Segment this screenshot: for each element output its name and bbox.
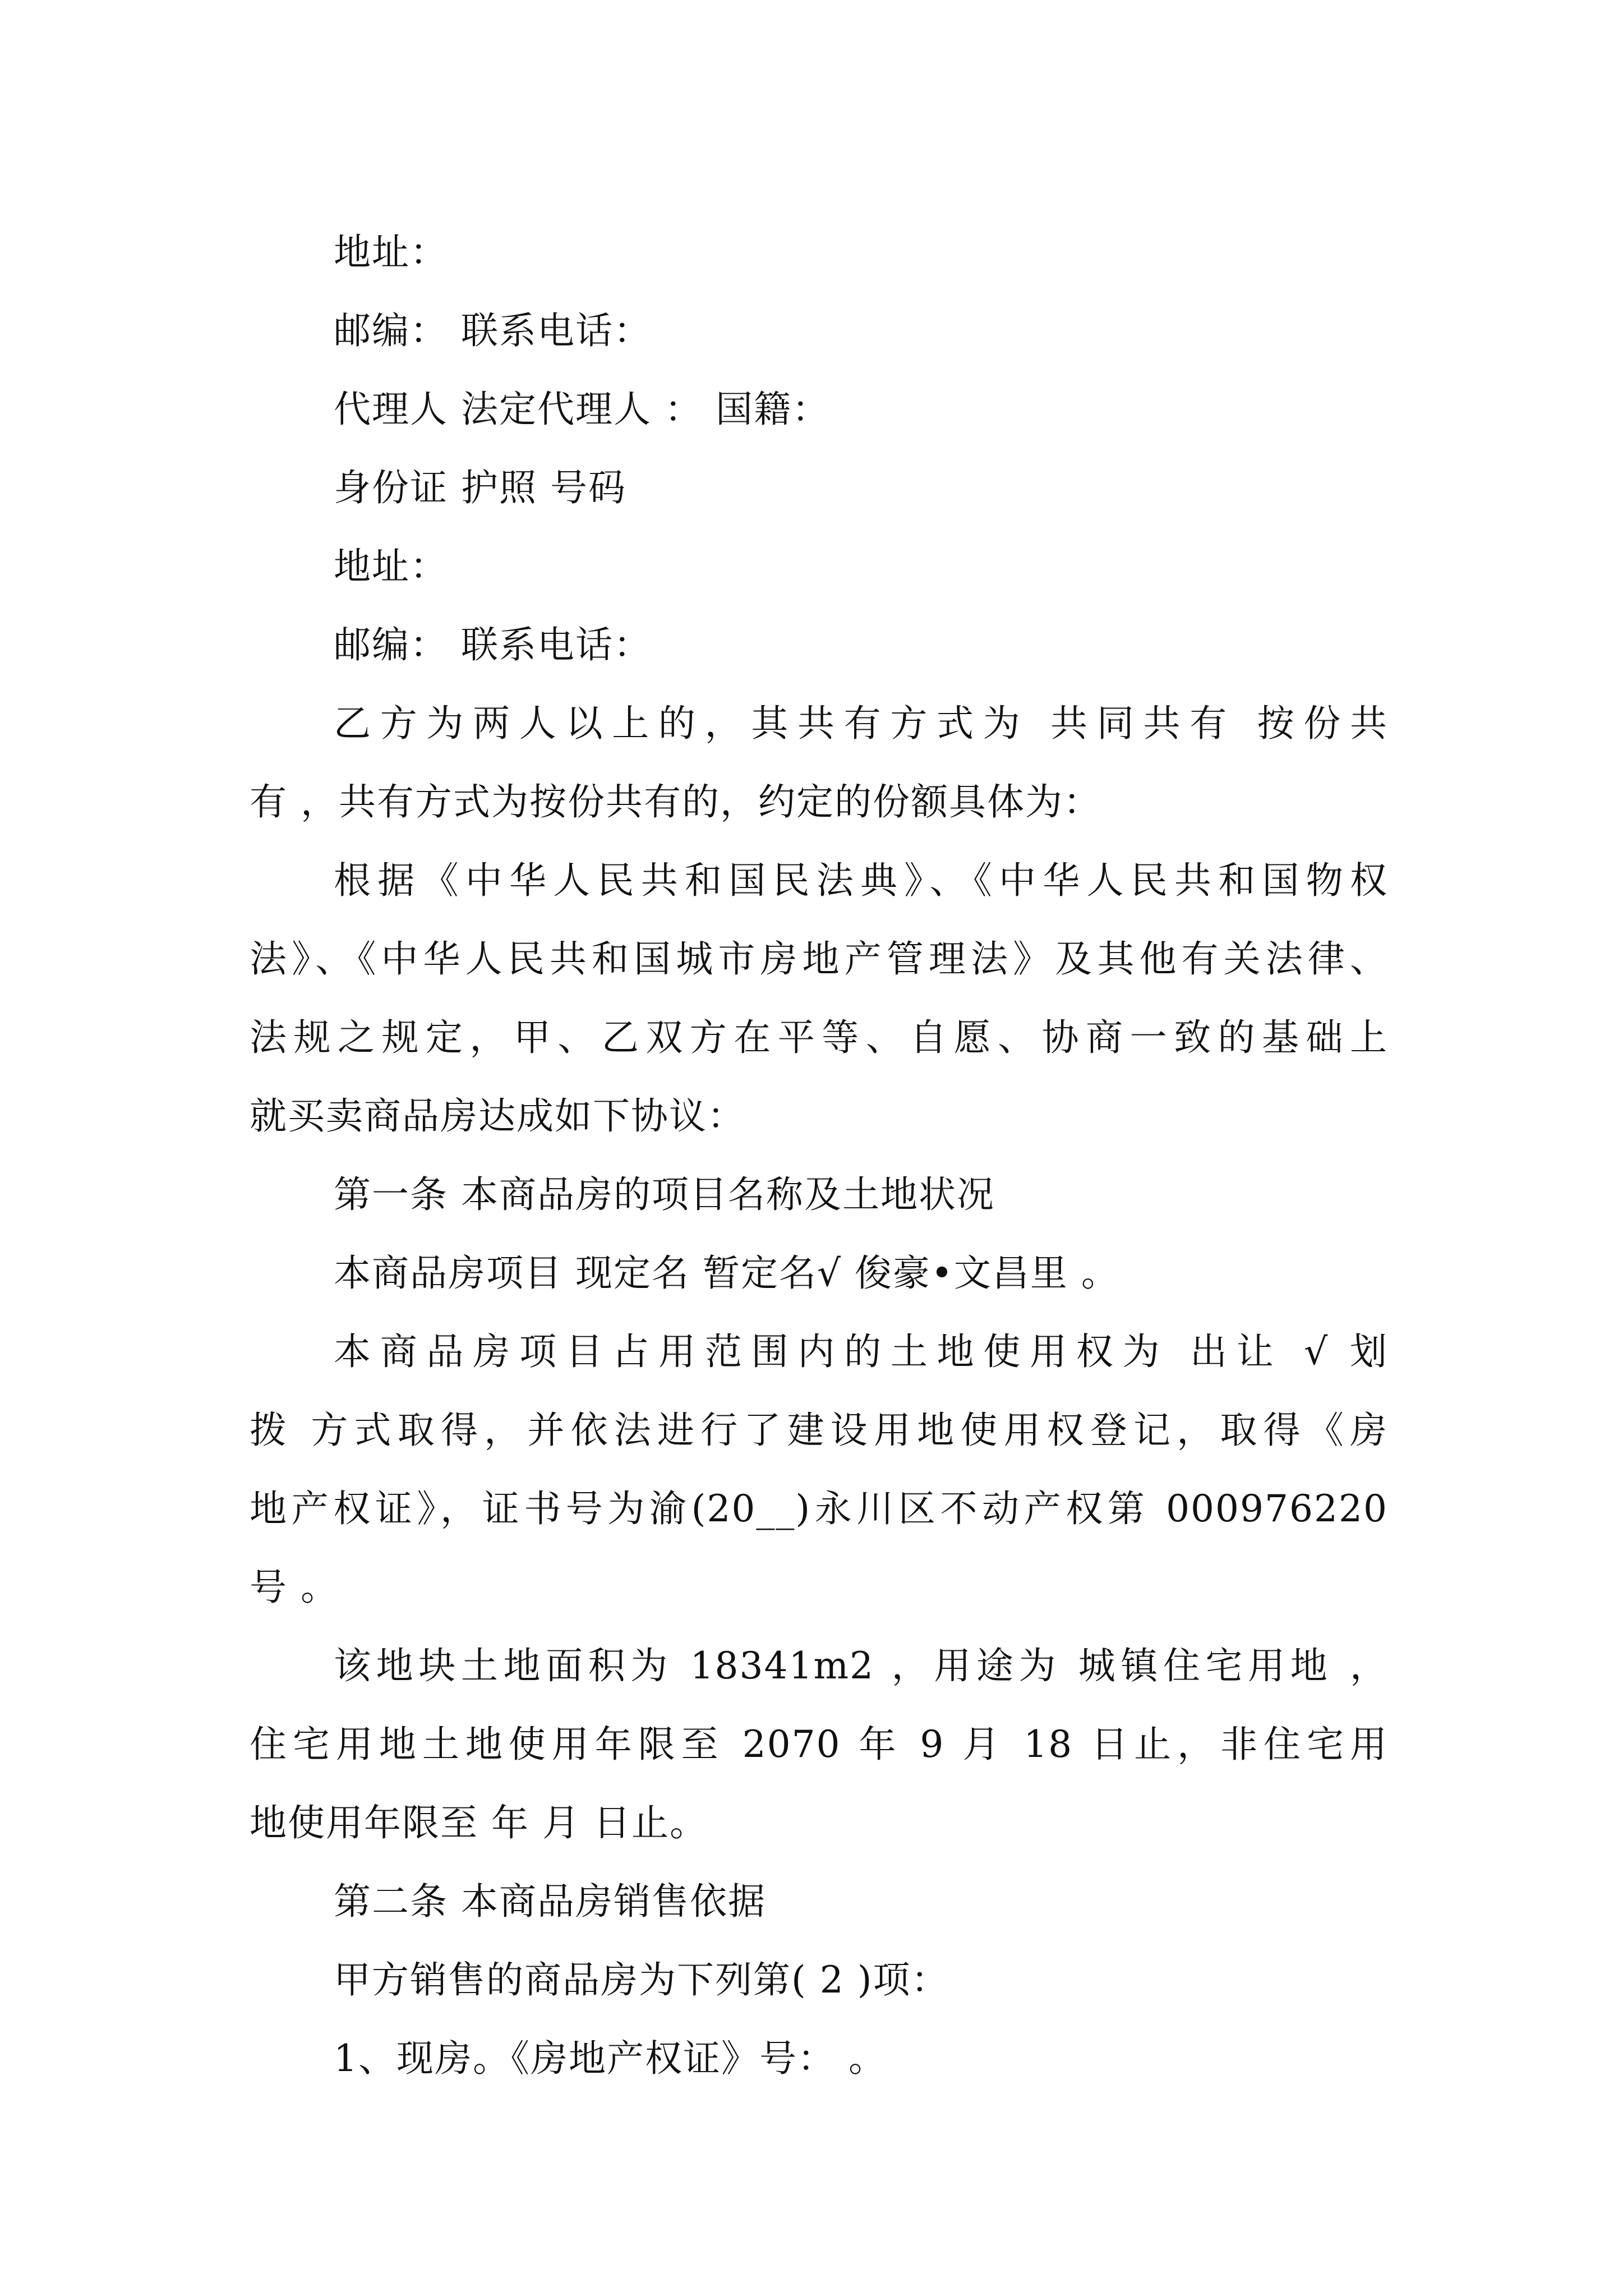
land-use-right-paragraph-line-4: 号 。 bbox=[250, 1566, 339, 1609]
co-ownership-paragraph-line-1: 乙方为两人以上的，其共有方式为 共同共有 按份共 bbox=[334, 702, 1388, 745]
sales-basis-line: 甲方销售的商品房为下列第( 2 )项： bbox=[334, 1958, 949, 2001]
article-1-heading: 第一条 本商品房的项目名称及土地状况 bbox=[334, 1173, 995, 1216]
postcode-phone-line: 邮编： 联系电话： bbox=[334, 309, 652, 352]
legal-basis-paragraph-line-4: 就买卖商品房达成如下协议： bbox=[250, 1094, 745, 1138]
agent-postcode-phone-line: 邮编： 联系电话： bbox=[334, 623, 652, 666]
land-area-paragraph-line-1: 该地块土地面积为 18341m2 ，用途为 城镇住宅用地 ， bbox=[334, 1644, 1388, 1687]
land-area-paragraph-line-3: 地使用年限至 年 月 日止。 bbox=[250, 1801, 708, 1844]
land-use-right-paragraph-line-3: 地产权证》，证书号为渝(20__)永川区不动产权第 000976220 bbox=[250, 1487, 1388, 1530]
agent-address-line: 地址： bbox=[334, 545, 448, 588]
agent-nationality-line: 代理人 法定代理人 ： 国籍： bbox=[334, 388, 830, 431]
id-passport-line: 身份证 护照 号码 bbox=[334, 466, 626, 509]
legal-basis-paragraph-line-1: 根据《中华人民共和国民法典》、《中华人民共和国物权 bbox=[334, 859, 1388, 902]
address-line: 地址： bbox=[334, 231, 448, 274]
existing-house-line: 1、现房。《房地产权证》号： 。 bbox=[334, 2037, 887, 2080]
project-name-line: 本商品房项目 现定名 暂定名√ 俊豪•文昌里 。 bbox=[334, 1251, 1119, 1295]
land-use-right-paragraph-line-1: 本商品房项目占用范围内的土地使用权为 出让 √ 划 bbox=[334, 1330, 1388, 1373]
land-area-paragraph-line-2: 住宅用地土地使用年限至 2070 年 9 月 18 日止，非住宅用 bbox=[250, 1723, 1388, 1766]
article-2-heading: 第二条 本商品房销售依据 bbox=[334, 1880, 766, 1923]
legal-basis-paragraph-line-3: 法规之规定，甲、乙双方在平等、自愿、协商一致的基础上 bbox=[250, 1016, 1388, 1059]
legal-basis-paragraph-line-2: 法》、《中华人民共和国城市房地产管理法》及其他有关法律、 bbox=[250, 937, 1388, 981]
land-use-right-paragraph-line-2: 拨 方式取得，并依法进行了建设用地使用权登记，取得《房 bbox=[250, 1409, 1388, 1452]
co-ownership-paragraph-line-2: 有 ，共有方式为按份共有的，约定的份额具体为： bbox=[250, 780, 1101, 823]
document-body bbox=[250, 213, 1388, 2098]
